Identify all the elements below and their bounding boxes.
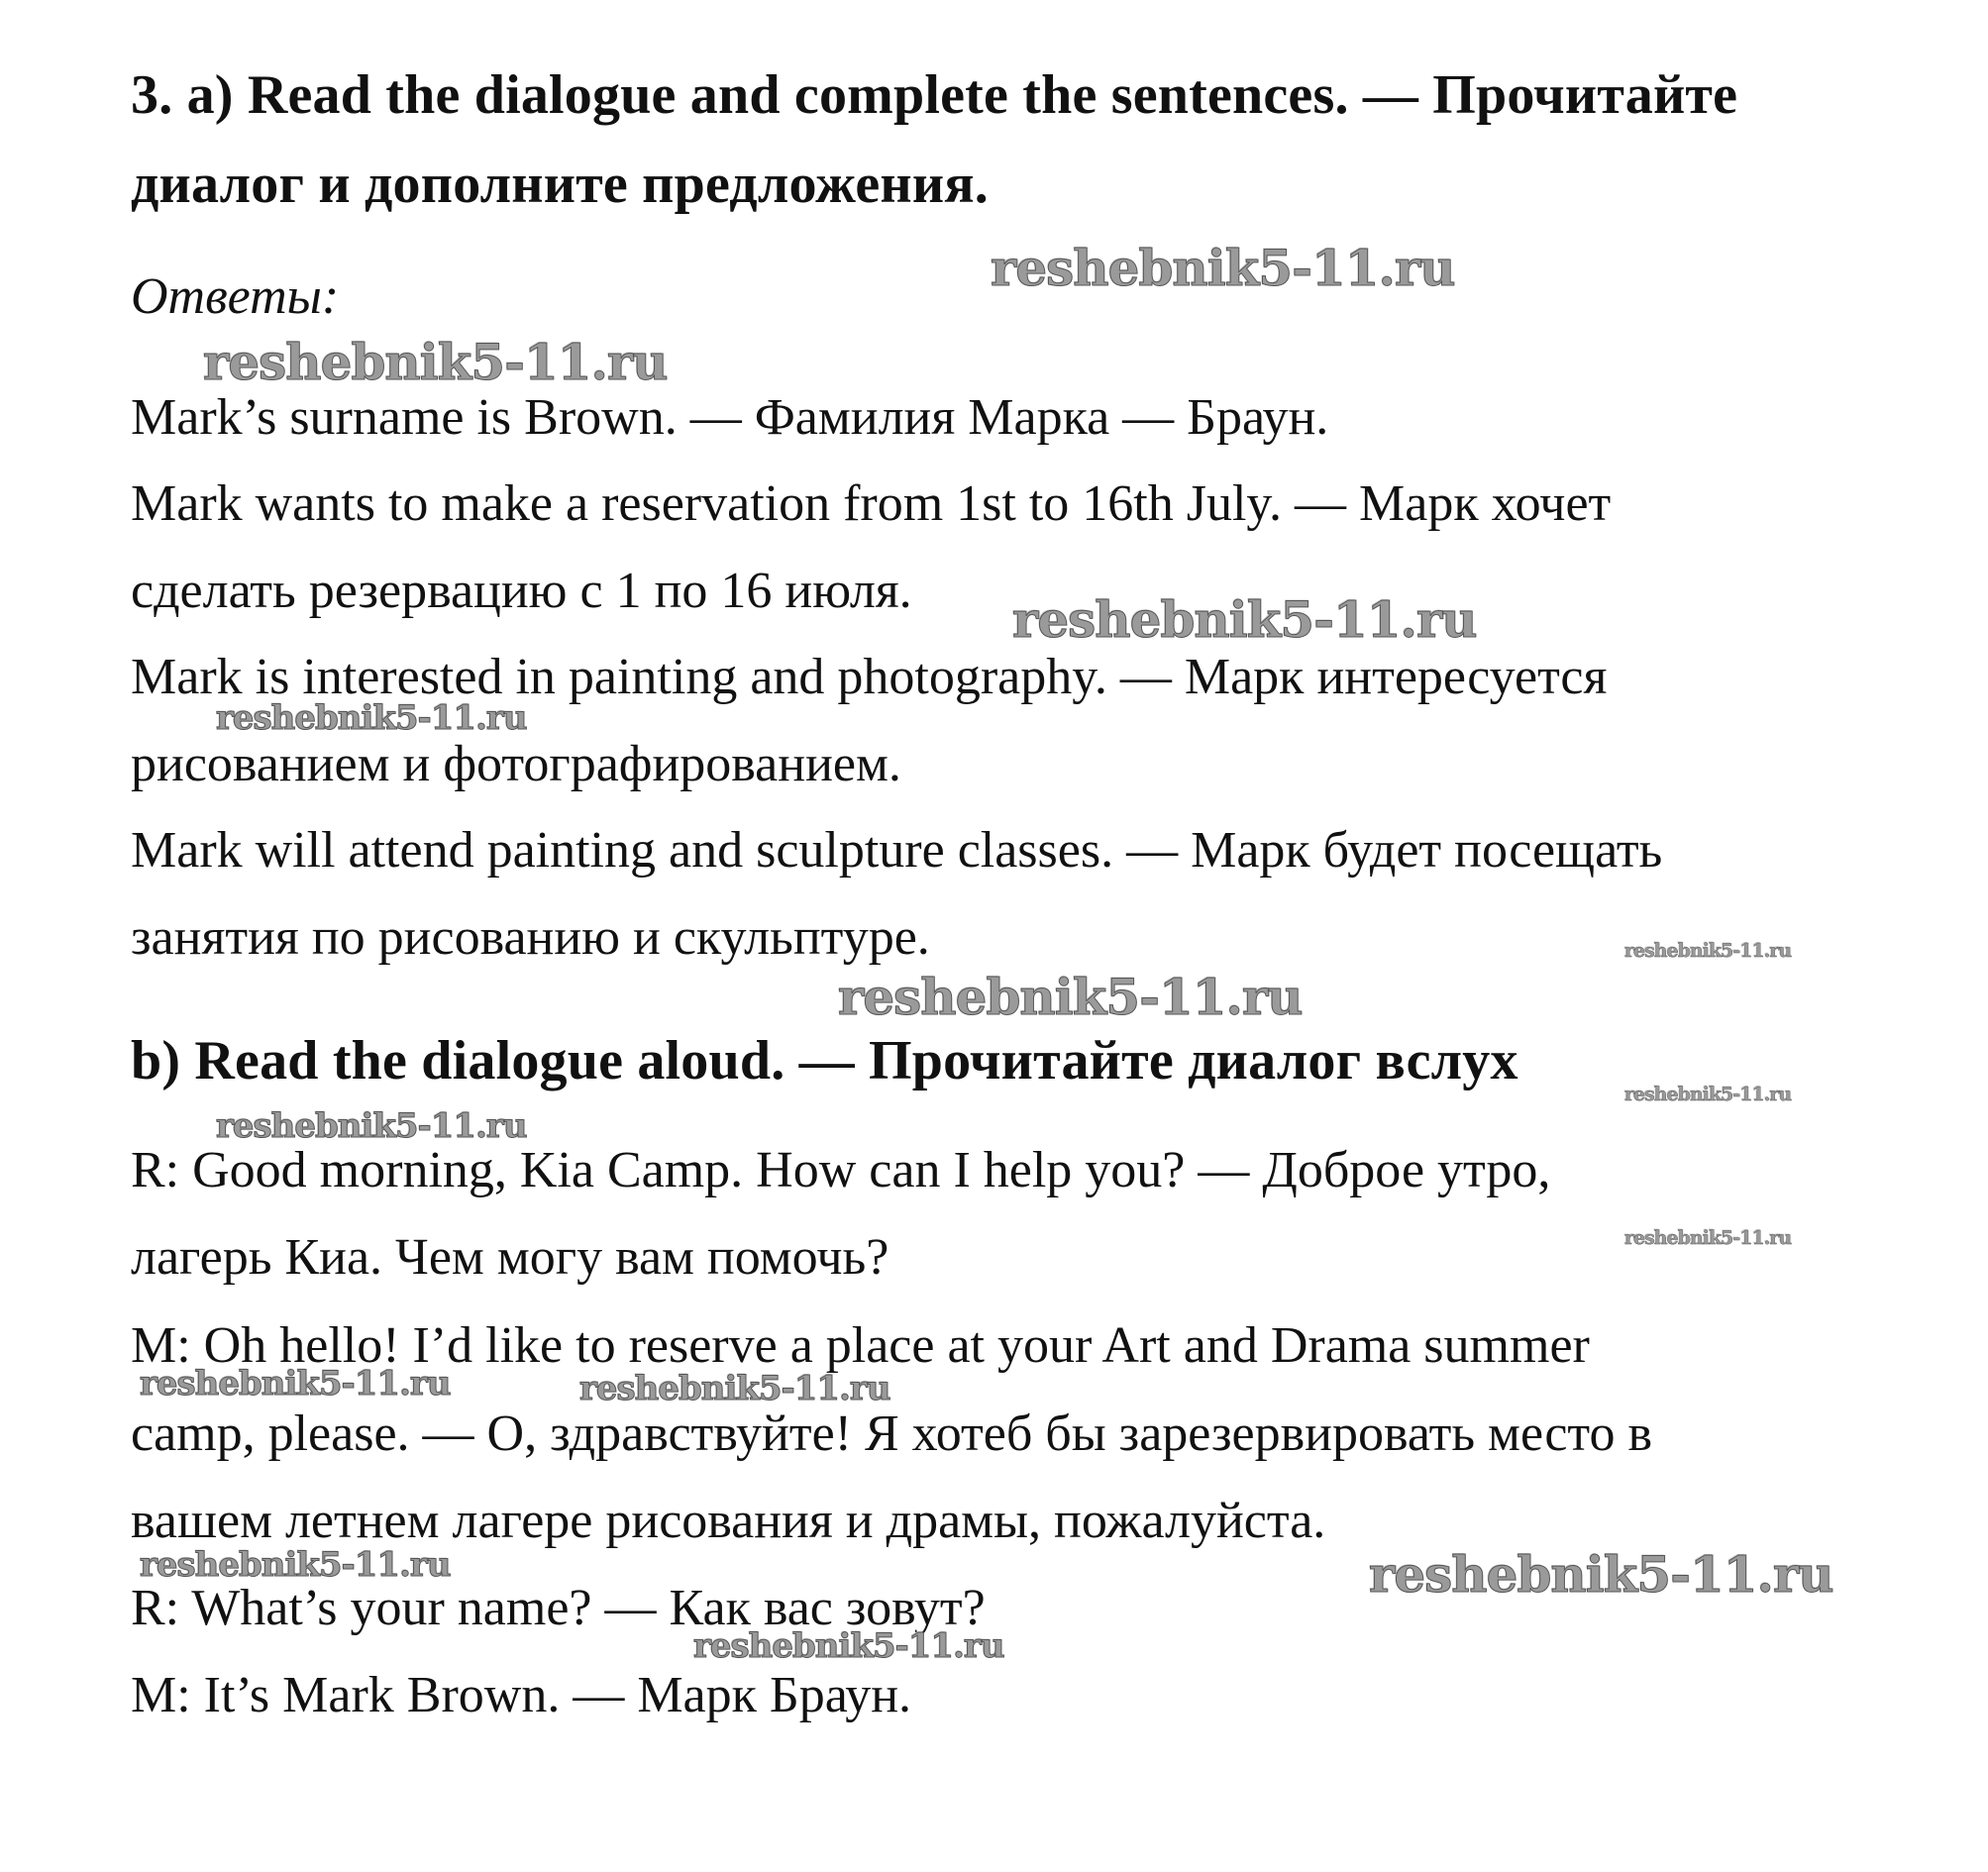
watermark: reshebnik5-11.ru — [579, 1369, 890, 1408]
dialogue-line: M: It’s Mark Brown. — Марк Браун. — [131, 1667, 912, 1723]
answer-line: Mark’s surname is Brown. — Фамилия Марка — Браун. — [131, 389, 1329, 446]
answer-line: занятия по рисованию и скульптуре. — [131, 909, 930, 966]
answers-label: Ответы: — [131, 268, 340, 325]
part-a-title-line-1: 3. a) Read the dialogue and complete the sentences. — Прочитайте — [131, 64, 1738, 126]
watermark: reshebnik5-11.ru — [140, 1545, 451, 1585]
watermark: reshebnik5-11.ru — [140, 1364, 451, 1404]
watermark: reshebnik5-11.ru — [1624, 1227, 1792, 1249]
part-a-title-line-2: диалог и дополните предложения. — [131, 154, 989, 215]
watermark: reshebnik5-11.ru — [1369, 1545, 1833, 1604]
watermark: reshebnik5-11.ru — [216, 1106, 527, 1146]
dialogue-line: лагерь Киа. Чем могу вам помочь? — [131, 1229, 889, 1286]
watermark: reshebnik5-11.ru — [693, 1626, 1004, 1666]
watermark: reshebnik5-11.ru — [216, 698, 527, 738]
watermark: reshebnik5-11.ru — [1624, 940, 1792, 962]
answer-line: сделать резервацию с 1 по 16 июля. — [131, 563, 912, 619]
dialogue-line: camp, please. — О, здравствуйте! Я хотеб бы зарезервировать место в — [131, 1405, 1653, 1462]
watermark: reshebnik5-11.ru — [1624, 1084, 1792, 1105]
dialogue-line: R: Good morning, Kia Camp. How can I help you? — Доброе утро, — [131, 1142, 1551, 1198]
dialogue-line: M: Oh hello! I’d like to reserve a place at your Art and Drama summer — [131, 1317, 1590, 1374]
dialogue-line: вашем летнем лагере рисования и драмы, пожалуйста. — [131, 1493, 1326, 1549]
watermark: reshebnik5-11.ru — [203, 333, 668, 391]
watermark: reshebnik5-11.ru — [838, 968, 1303, 1026]
answer-line: Mark wants to make a reservation from 1st to 16th July. — Марк хочет — [131, 475, 1612, 532]
answer-line: Mark is interested in painting and photography. — Марк интересуется — [131, 649, 1608, 705]
part-b-title: b) Read the dialogue aloud. — Прочитайте диалог вслух — [131, 1030, 1518, 1092]
watermark: reshebnik5-11.ru — [991, 239, 1455, 297]
answer-line: рисованием и фотографированием. — [131, 736, 901, 792]
answer-line: Mark will attend painting and sculpture classes. — Марк будет посещать — [131, 822, 1663, 879]
dialogue-line: R: What’s your name? — Как вас зовут? — [131, 1580, 986, 1636]
watermark: reshebnik5-11.ru — [1012, 590, 1477, 649]
